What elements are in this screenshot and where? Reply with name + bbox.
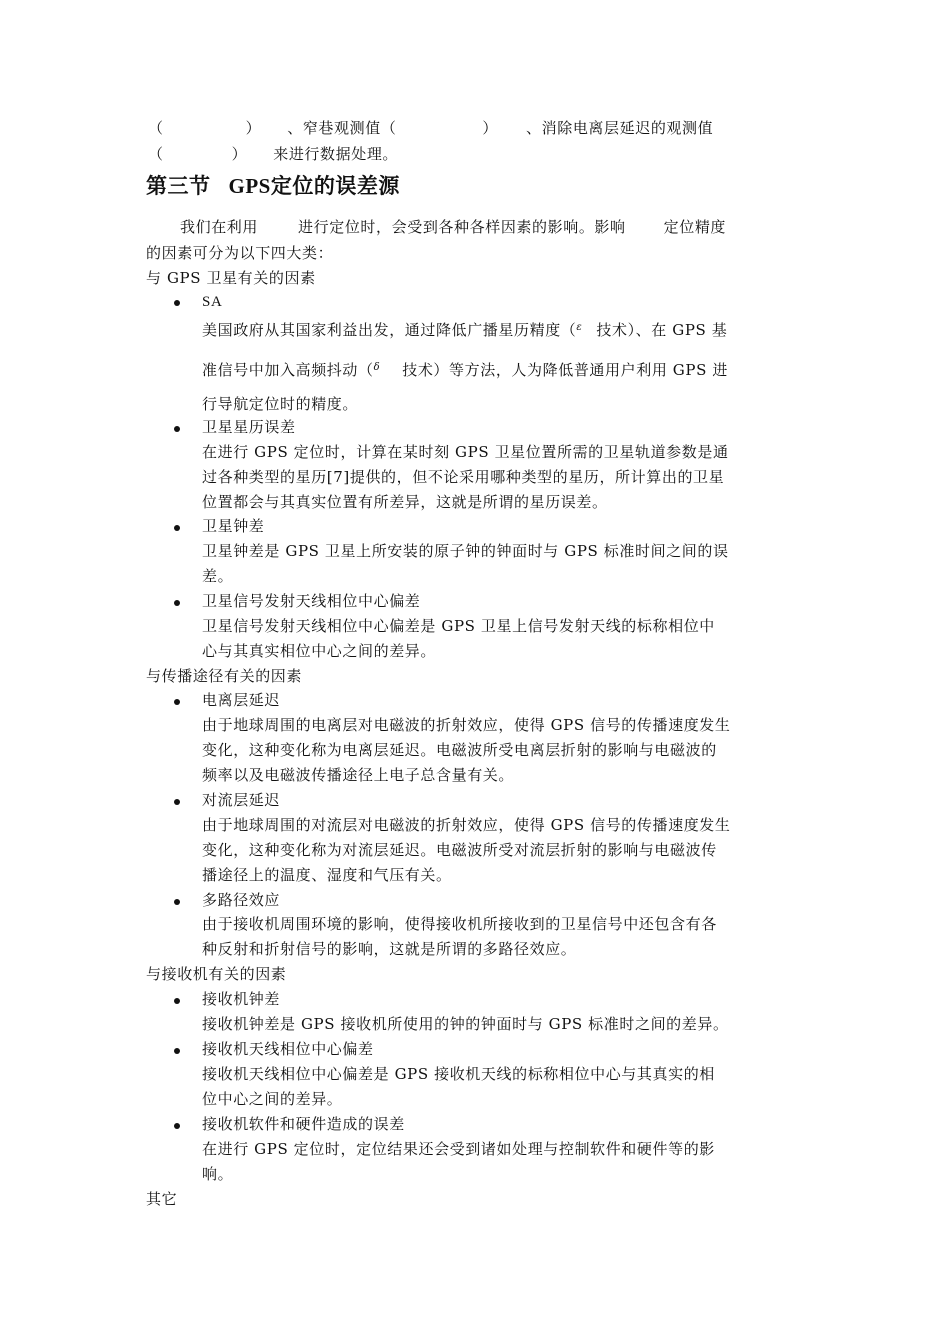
item-title: 对流层延迟 bbox=[202, 791, 281, 809]
paren-open: （ bbox=[148, 145, 164, 163]
item-line: 接收机钟差是 GPS 接收机所使用的钟的钟面时与 GPS 标准时之间的差异。 bbox=[202, 1015, 729, 1033]
paragraph-text: 定位精度 bbox=[663, 218, 727, 236]
paragraph-text: 我们在利用 bbox=[180, 218, 259, 236]
bullet-icon bbox=[174, 600, 180, 606]
item-title: 卫星星历误差 bbox=[202, 418, 296, 436]
bullet-icon bbox=[174, 1123, 180, 1129]
item-text: 技术）等方法，人为降低普通用户利用 GPS 进 bbox=[402, 361, 728, 379]
item-title: 电离层延迟 bbox=[202, 691, 281, 709]
intro-segment: 来进行数据处理。 bbox=[273, 145, 399, 163]
item-line: 频率以及电磁波传播途径上电子总含量有关。 bbox=[202, 766, 515, 784]
paren-close: ） bbox=[245, 119, 262, 137]
item-line: 由于地球周围的电离层对电磁波的折射效应，使得 GPS 信号的传播速度发生 bbox=[202, 716, 731, 734]
item-line: 变化，这种变化称为对流层延迟。电磁波所受对流层折射的影响与电磁波传 bbox=[202, 841, 717, 859]
item-line: 变化，这种变化称为电离层延迟。电磁波所受电离层折射的影响与电磁波的 bbox=[202, 741, 717, 759]
bullet-icon bbox=[174, 799, 180, 805]
item-line: 卫星信号发射天线相位中心偏差是 GPS 卫星上信号发射天线的标称相位中 bbox=[202, 617, 715, 635]
item-line: 种反射和折射信号的影响，这就是所谓的多路径效应。 bbox=[202, 940, 577, 958]
item-text: 准信号中加入高频抖动（ bbox=[202, 361, 374, 379]
bullet-icon bbox=[174, 998, 180, 1004]
intro-segment: 、窄巷观测值（ bbox=[287, 119, 397, 137]
item-text: 美国政府从其国家利益出发，通过降低广播星历精度（ bbox=[202, 321, 577, 339]
bullet-icon bbox=[174, 525, 180, 531]
item-line: 播途径上的温度、湿度和气压有关。 bbox=[202, 866, 452, 884]
section-heading bbox=[146, 172, 400, 200]
item-line: 由于地球周围的对流层对电磁波的折射效应，使得 GPS 信号的传播速度发生 bbox=[202, 816, 731, 834]
epsilon-symbol: ε bbox=[576, 322, 583, 333]
paren-open: （ bbox=[148, 119, 164, 137]
intro-line-1 bbox=[148, 118, 713, 138]
bullet-icon bbox=[174, 300, 180, 306]
item-line: 差。 bbox=[202, 567, 234, 585]
section-gps: GPS bbox=[228, 174, 271, 198]
paren-close: ） bbox=[231, 145, 248, 163]
item-title: 接收机天线相位中心偏差 bbox=[202, 1040, 374, 1058]
item-line: 位置都会与其真实位置有所差异，这就是所谓的星历误差。 bbox=[202, 493, 608, 511]
intro-line-2 bbox=[148, 144, 398, 164]
paragraph-line-2: 的因素可分为以下四大类： bbox=[146, 244, 334, 262]
bullet-icon bbox=[174, 426, 180, 432]
item-line: 行导航定位时的精度。 bbox=[202, 395, 359, 413]
item-title: SA bbox=[202, 294, 223, 310]
paragraph-text: 进行定位时，会受到各种各样因素的影响。影响 bbox=[298, 218, 626, 236]
delta-symbol: δ bbox=[373, 362, 381, 373]
item-line: 接收机天线相位中心偏差是 GPS 接收机天线的标称相位中心与其真实的相 bbox=[202, 1065, 715, 1083]
item-title: 接收机软件和硬件造成的误差 bbox=[202, 1115, 405, 1133]
paragraph-line-1 bbox=[180, 217, 726, 237]
item-line: 位中心之间的差异。 bbox=[202, 1090, 343, 1108]
item-line: 过各种类型的星历[7]提供的，但不论采用哪种类型的星历，所计算出的卫星 bbox=[202, 468, 725, 486]
paren-close: ） bbox=[482, 119, 499, 137]
category-title: 与 GPS 卫星有关的因素 bbox=[146, 269, 316, 287]
intro-segment: 、消除电离层延迟的观测值 bbox=[526, 119, 714, 137]
bullet-icon bbox=[174, 899, 180, 905]
item-line bbox=[202, 358, 728, 380]
item-title: 接收机钟差 bbox=[202, 990, 281, 1008]
section-number: 第三节 bbox=[146, 173, 211, 198]
item-line: 响。 bbox=[202, 1165, 234, 1183]
item-text: 技术）、在 GPS 基 bbox=[596, 321, 728, 339]
section-title: 定位的误差源 bbox=[270, 173, 400, 198]
item-title: 卫星钟差 bbox=[202, 517, 265, 535]
bullet-icon bbox=[174, 699, 180, 705]
item-title: 卫星信号发射天线相位中心偏差 bbox=[202, 592, 421, 610]
category-title: 与接收机有关的因素 bbox=[146, 965, 287, 983]
item-line: 由于接收机周围环境的影响，使得接收机所接收到的卫星信号中还包含有各 bbox=[202, 915, 717, 933]
item-title: 多路径效应 bbox=[202, 891, 281, 909]
item-line: 在进行 GPS 定位时，定位结果还会受到诸如处理与控制软件和硬件等的影 bbox=[202, 1140, 715, 1158]
item-line: 心与其真实相位中心之间的差异。 bbox=[202, 642, 437, 660]
item-line bbox=[202, 318, 727, 340]
category-title: 与传播途径有关的因素 bbox=[146, 667, 303, 685]
item-line: 卫星钟差是 GPS 卫星上所安装的原子钟的钟面时与 GPS 标准时间之间的误 bbox=[202, 542, 729, 560]
bullet-icon bbox=[174, 1048, 180, 1054]
item-line: 在进行 GPS 定位时，计算在某时刻 GPS 卫星位置所需的卫星轨道参数是通 bbox=[202, 443, 729, 461]
category-title: 其它 bbox=[146, 1190, 178, 1208]
